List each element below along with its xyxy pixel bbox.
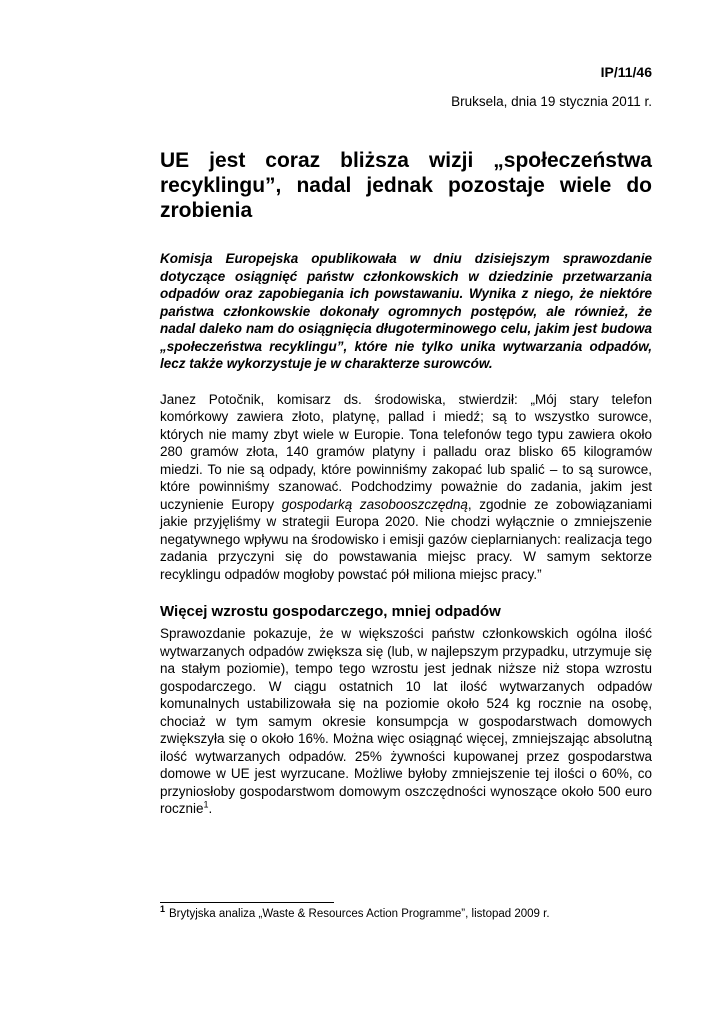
quote-paragraph	[160, 391, 652, 584]
footnote	[160, 904, 640, 920]
article-body	[160, 148, 652, 818]
section-paragraph	[160, 625, 652, 818]
footnote-text: Brytyjska analiza „Waste & Resources Action Programme”, listopad 2009 r.	[169, 908, 550, 920]
reference-number: IP/11/46	[600, 64, 652, 80]
quote-text-end: , zgodnie ze zobowiązaniami jakie przyjęliśmy w strategii Europa 2020. Nie chodzi wyłącznie o zmniejszenie negatywnego wpływu na środowisko i emisji gazów cieplarnianych: realizacja tego zadania przyczyni się do powstawania miejsc pracy. W samym sektorze recyklingu odpadów mogłoby powstać pół miliona miejsc pracy.”	[160, 496, 652, 582]
section-heading: Więcej wzrostu gospodarczego, mniej odpadów	[160, 603, 501, 620]
footnote-reference[interactable]: 1	[203, 799, 209, 810]
quote-text-start: Janez Potočnik, komisarz ds. środowiska, stwierdził: „Mój stary telefon komórkowy zawiera złoto, platynę, pallad i miedź; są to wszystko surowce, których nie mamy zbyt wiele w Europie. Tona telefonów tego typu zawiera około 280 gramów złota, 140 gramów platyny i palladu oraz blisko 65 kilogramów miedzi. To nie są odpady, które powinniśmy zakopać lub spalić – to są surowce, które powinniśmy szanować. Podchodzimy poważnie do zadania, jakim jest uczynienie Europy	[160, 391, 652, 512]
quote-italic-phrase: gospodarką zasobooszczędną	[281, 496, 468, 512]
lead-paragraph: Komisja Europejska opublikowała w dniu dzisiejszym sprawozdanie dotyczące osiągnięć państw członkowskich w dziedzinie przetwarzania odpadów oraz zapobiegania ich powstawaniu. Wynika z niego, że niektóre państwa członkowskie dokonały ogromnych postępów, ale również, że nadal daleko nam do osiągnięcia długoterminowego celu, jakim jest budowa „społeczeństwa recyklingu”, które nie tylko unika wytwarzania odpadów, lecz także wykorzystuje je w charakterze surowców.	[160, 251, 652, 371]
page-title: UE jest coraz bliższa wizji „społeczeństwa recyklingu”, nadal jednak pozostaje wiele do zrobienia	[160, 149, 652, 222]
section-text: Sprawozdanie pokazuje, że w większości państw członkowskich ogólna ilość wytwarzanych odpadów zwiększa się (lub, w najlepszym przypadku, utrzymuje się na stałym poziomie), tempo tego wzrostu jest jednak niższe niż stopa wzrostu gospodarczego. W ciągu ostatnich 10 lat ilość wytwarzanych odpadów komunalnych ustabilizowała się na poziomie około 524 kg rocznie na osobę, chociaż w tym samym okresie konsumpcja w gospodarstwach domowych zwiększyła się o około 16%. Można więc osiągnąć więcej, zmniejszając absolutną ilość wytwarzanych odpadów. 25% żywności kupowanej przez gospodarstwa domowe w UE jest wyrzucane. Możliwe byłoby zmniejszenie tej ilości o 60%, co przyniosłoby gospodarstwom domowym oszczędności wynoszące około 500 euro rocznie	[160, 626, 652, 816]
footnote-separator	[160, 902, 334, 903]
dateline: Bruksela, dnia 19 stycznia 2011 r.	[451, 94, 652, 109]
footnote-number: 1	[160, 904, 166, 915]
section-text-end: .	[208, 801, 213, 816]
